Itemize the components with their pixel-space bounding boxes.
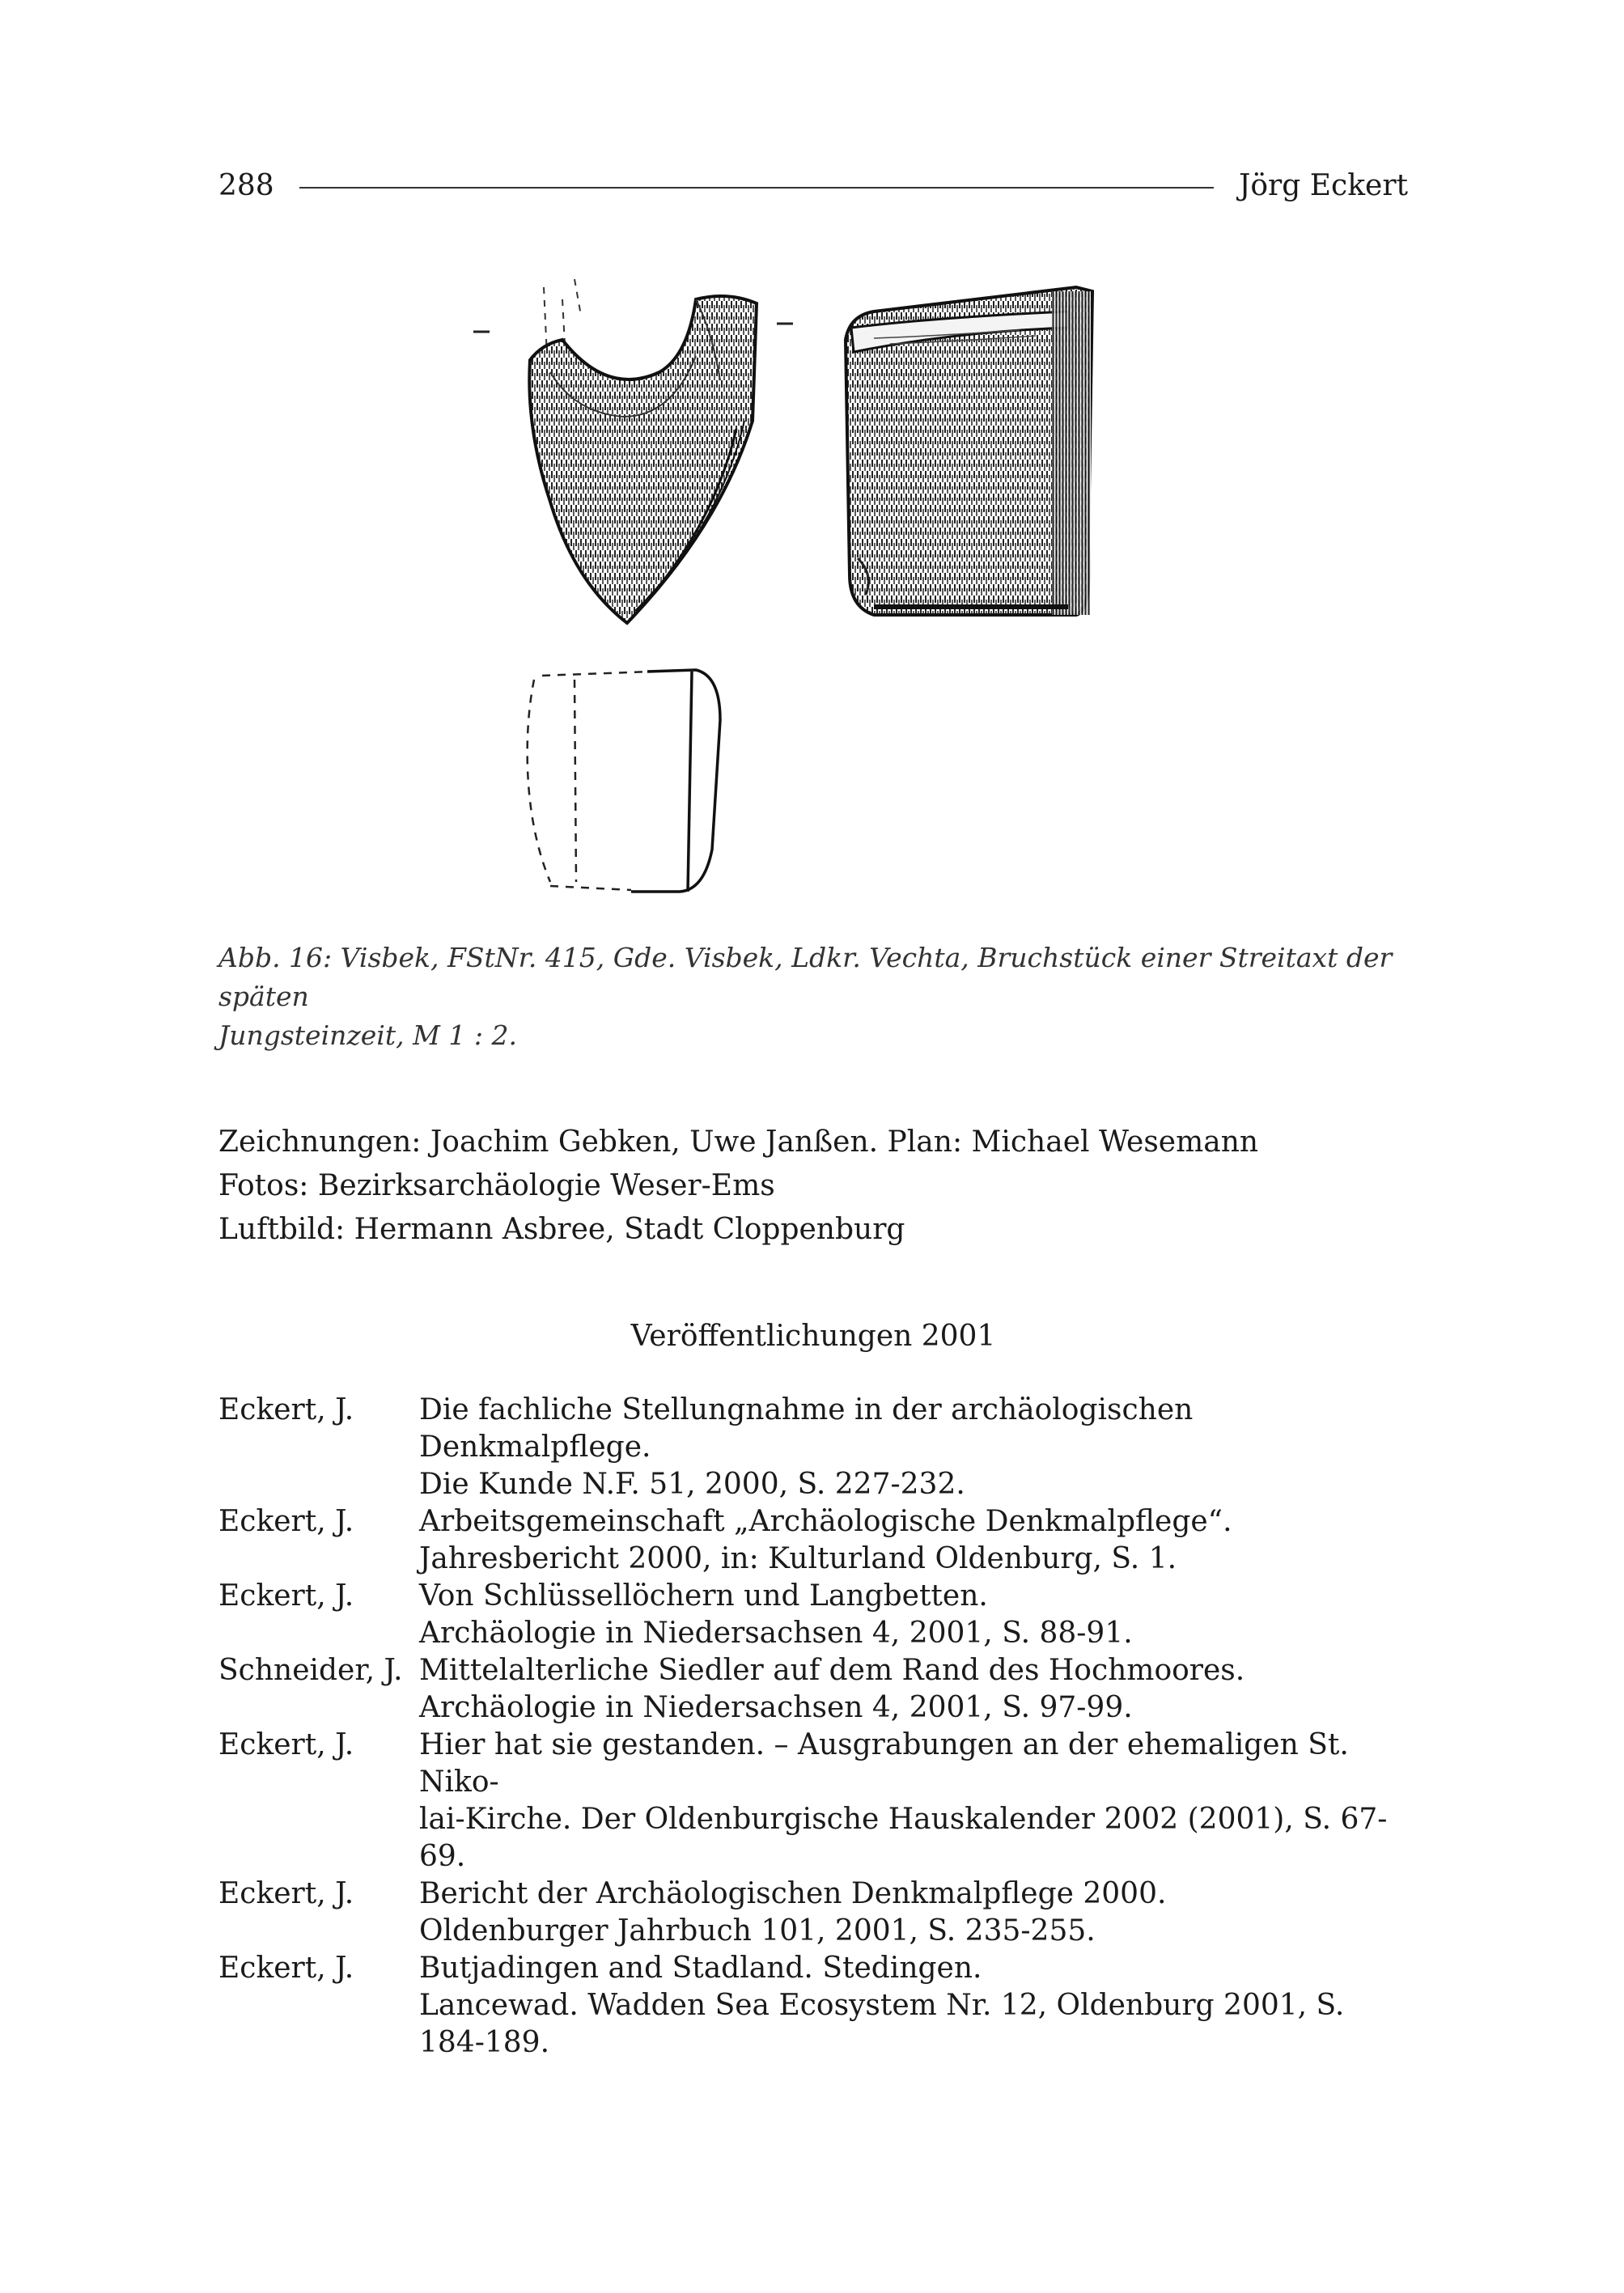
publication-text [419, 1727, 1416, 1876]
publication-line: Arbeitsgemeinschaft „Archäologische Denkmalpflege“. [419, 1505, 1232, 1538]
publication-text [419, 1950, 1416, 2062]
credits-aerial: Luftbild: Hermann Asbree, Stadt Cloppenburg [218, 1213, 905, 1246]
publication-author: Eckert, J. [218, 1505, 354, 1538]
publication-line: Mittelalterliche Siedler auf dem Rand des Hochmoores. [419, 1654, 1245, 1687]
publication-line: Lancewad. Wadden Sea Ecosystem Nr. 12, Oldenburg 2001, S. 184-189. [419, 1989, 1345, 2059]
publication-author: Eckert, J. [218, 1728, 354, 1761]
section-title: Veröffentlichungen 2001 [630, 1320, 996, 1353]
page-header [218, 166, 1408, 206]
publication-line: Archäologie in Niedersachsen 4, 2001, S. 88-91. [419, 1617, 1133, 1650]
publication-line: Oldenburger Jahrbuch 101, 2001, S. 235-255. [419, 1914, 1096, 1948]
publication-text [419, 1392, 1416, 1503]
publication-line: Archäologie in Niedersachsen 4, 2001, S. 97-99. [419, 1691, 1133, 1724]
credits-photos: Fotos: Bezirksarchäologie Weser-Ems [218, 1169, 775, 1202]
publication-author: Schneider, J. [218, 1654, 403, 1687]
publication-author: Eckert, J. [218, 1393, 354, 1426]
image-credits [218, 1121, 1408, 1252]
list-item [218, 1950, 1416, 2062]
list-item [218, 1727, 1416, 1876]
publication-line: Jahresbericht 2000, in: Kulturland Oldenburg, S. 1. [419, 1542, 1177, 1575]
list-item [218, 1652, 1416, 1727]
publication-list [218, 1392, 1416, 2062]
publication-line: Butjadingen and Stadland. Stedingen. [419, 1952, 982, 1985]
publication-author: Eckert, J. [218, 1579, 354, 1613]
caption-line-2: Jungsteinzeit, M 1 : 2. [218, 1019, 517, 1051]
axe-side-view [846, 287, 1092, 615]
header-rule [299, 187, 1214, 189]
publication-line: Von Schlüssellöchern und Langbetten. [419, 1579, 988, 1613]
publication-line: Hier hat sie gestanden. – Ausgrabungen an der ehemaligen St. Niko- [419, 1728, 1349, 1799]
publication-line: Die Kunde N.F. 51, 2000, S. 227-232. [419, 1468, 965, 1501]
publication-text [419, 1503, 1416, 1578]
list-item [218, 1578, 1416, 1652]
page-number: 288 [218, 169, 274, 202]
axe-top-view [473, 279, 793, 623]
publication-line: lai-Kirche. Der Oldenburgische Hauskalender 2002 (2001), S. 67-69. [419, 1803, 1388, 1873]
publication-line: Die fachliche Stellungnahme in der archäologischen Denkmalpflege. [419, 1393, 1194, 1464]
caption-line-1: Abb. 16: Visbek, FStNr. 415, Gde. Visbek, Ldkr. Vechta, Bruchstück einer Streitaxt der späten [218, 942, 1393, 1012]
publication-line: Bericht der Archäologischen Denkmalpflege 2000. [419, 1877, 1167, 1910]
list-item [218, 1503, 1416, 1578]
list-item [218, 1392, 1416, 1503]
running-head-author: Jörg Eckert [1238, 169, 1408, 202]
figure-caption [218, 939, 1408, 1055]
figure-axe-fragment-drawing [453, 267, 1133, 906]
publication-text [419, 1578, 1416, 1652]
publication-text [419, 1652, 1416, 1727]
axe-section-view [528, 670, 720, 892]
credits-drawings: Zeichnungen: Joachim Gebken, Uwe Janßen. Plan: Michael Wesemann [218, 1125, 1259, 1159]
publication-author: Eckert, J. [218, 1952, 354, 1985]
axe-drawing [453, 267, 1133, 906]
publication-text [419, 1876, 1416, 1950]
list-item [218, 1876, 1416, 1950]
publication-author: Eckert, J. [218, 1877, 354, 1910]
